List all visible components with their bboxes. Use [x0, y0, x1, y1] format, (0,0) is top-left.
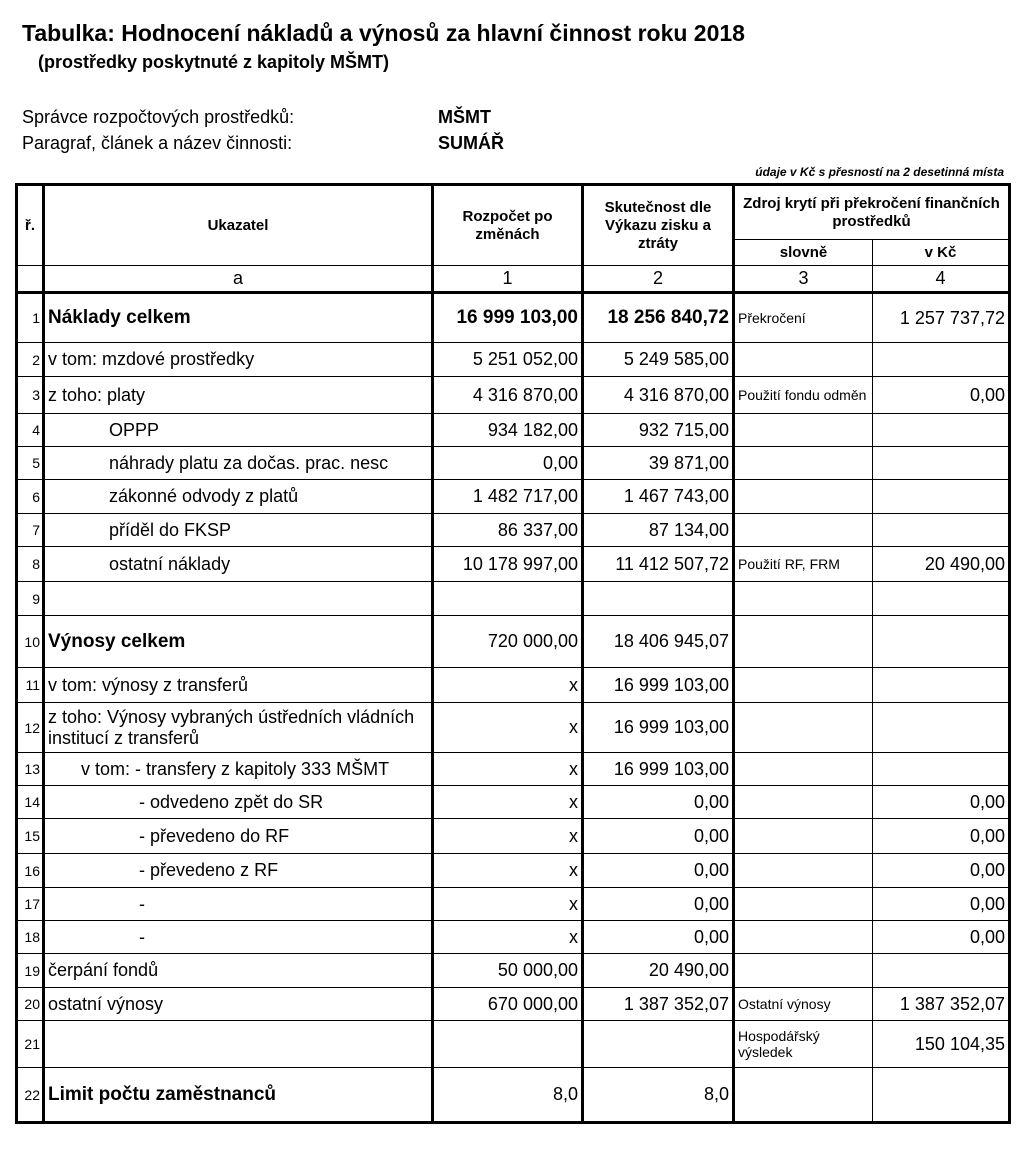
row-actual [583, 582, 734, 616]
row-source-amount [873, 514, 1010, 547]
row-source-text [734, 819, 873, 854]
row-number: 7 [17, 514, 44, 547]
row-actual: 16 999 103,00 [583, 753, 734, 786]
table-row [17, 616, 1010, 668]
column-index-1: 1 [433, 266, 583, 293]
row-actual: 1 387 352,07 [583, 988, 734, 1021]
row-label: v tom: - transfery z kapitoly 333 MŠMT [44, 753, 433, 786]
row-source-text [734, 447, 873, 480]
row-actual: 8,0 [583, 1068, 734, 1123]
row-label: náhrady platu za dočas. prac. nesc [44, 447, 433, 480]
row-source-amount: 0,00 [873, 819, 1010, 854]
row-source-text [734, 668, 873, 703]
row-source-amount [873, 447, 1010, 480]
row-source-text [734, 582, 873, 616]
row-actual: 4 316 870,00 [583, 377, 734, 414]
row-source-amount: 0,00 [873, 888, 1010, 921]
row-budget: x [433, 703, 583, 753]
row-budget: x [433, 819, 583, 854]
row-budget: 10 178 997,00 [433, 547, 583, 582]
row-label: zákonné odvody z platů [44, 480, 433, 514]
row-source-amount: 1 257 737,72 [873, 293, 1010, 343]
row-actual: 16 999 103,00 [583, 703, 734, 753]
header-rozpocet: Rozpočet po změnách [433, 185, 583, 266]
row-actual [583, 1021, 734, 1068]
row-number: 10 [17, 616, 44, 668]
row-number: 5 [17, 447, 44, 480]
row-number: 9 [17, 582, 44, 616]
page-title: Tabulka: Hodnocení nákladů a výnosů za hlavní činnost roku 2018 [22, 20, 745, 46]
row-label: z toho: Výnosy vybraných ústředních vládních institucí z transferů [44, 703, 433, 753]
table-row [17, 293, 1010, 343]
row-label: - odvedeno zpět do SR [44, 786, 433, 819]
header-skutecnost: Skutečnost dle Výkazu zisku a ztráty [583, 185, 734, 266]
row-budget: 934 182,00 [433, 414, 583, 447]
row-actual: 0,00 [583, 786, 734, 819]
row-budget: x [433, 854, 583, 888]
row-actual: 16 999 103,00 [583, 668, 734, 703]
row-source-text [734, 954, 873, 988]
row-budget: 0,00 [433, 447, 583, 480]
row-source-text [734, 703, 873, 753]
row-label: Výnosy celkem [44, 616, 433, 668]
row-label: Náklady celkem [44, 293, 433, 343]
row-number: 15 [17, 819, 44, 854]
table-row [17, 447, 1010, 480]
row-budget: 5 251 052,00 [433, 343, 583, 377]
row-source-text: Překročení [734, 293, 873, 343]
row-label: v tom: mzdové prostředky [44, 343, 433, 377]
row-number: 2 [17, 343, 44, 377]
row-budget [433, 1021, 583, 1068]
row-source-text [734, 786, 873, 819]
row-source-amount: 150 104,35 [873, 1021, 1010, 1068]
row-label [44, 582, 433, 616]
row-label: ostatní výnosy [44, 988, 433, 1021]
row-budget: 720 000,00 [433, 616, 583, 668]
row-number: 13 [17, 753, 44, 786]
row-budget: 4 316 870,00 [433, 377, 583, 414]
header-v-kc: v Kč [873, 240, 1010, 266]
row-label: - [44, 921, 433, 954]
table-row [17, 954, 1010, 988]
row-label: příděl do FKSP [44, 514, 433, 547]
row-budget: 8,0 [433, 1068, 583, 1123]
table-row [17, 514, 1010, 547]
row-source-amount [873, 1068, 1010, 1123]
row-budget: x [433, 921, 583, 954]
meta-label-paragraf: Paragraf, článek a název činnosti: [22, 133, 293, 153]
row-source-text: Použití RF, FRM [734, 547, 873, 582]
row-number: 22 [17, 1068, 44, 1123]
row-source-amount [873, 668, 1010, 703]
row-source-text [734, 921, 873, 954]
row-actual: 0,00 [583, 888, 734, 921]
row-actual: 0,00 [583, 921, 734, 954]
row-source-amount [873, 480, 1010, 514]
row-number: 8 [17, 547, 44, 582]
row-budget [433, 582, 583, 616]
row-source-amount: 1 387 352,07 [873, 988, 1010, 1021]
row-number: 6 [17, 480, 44, 514]
row-actual: 18 406 945,07 [583, 616, 734, 668]
row-budget: x [433, 786, 583, 819]
row-budget: 86 337,00 [433, 514, 583, 547]
row-source-amount [873, 753, 1010, 786]
row-source-amount: 0,00 [873, 377, 1010, 414]
row-budget: 50 000,00 [433, 954, 583, 988]
row-budget: x [433, 753, 583, 786]
row-budget: x [433, 888, 583, 921]
table-row [17, 854, 1010, 888]
row-label: v tom: výnosy z transferů [44, 668, 433, 703]
row-number: 21 [17, 1021, 44, 1068]
row-actual: 0,00 [583, 819, 734, 854]
row-label: - převedeno z RF [44, 854, 433, 888]
column-index-a: a [44, 266, 433, 293]
header-row-number: ř. [17, 185, 44, 266]
column-index-2: 2 [583, 266, 734, 293]
row-source-text [734, 753, 873, 786]
row-label: čerpání fondů [44, 954, 433, 988]
row-source-amount [873, 703, 1010, 753]
row-label: z toho: platy [44, 377, 433, 414]
row-label: Limit počtu zaměstnanců [44, 1068, 433, 1123]
row-number: 20 [17, 988, 44, 1021]
row-source-amount: 0,00 [873, 786, 1010, 819]
table-row [17, 668, 1010, 703]
row-source-amount: 20 490,00 [873, 547, 1010, 582]
table-row [17, 703, 1010, 753]
units-note: údaje v Kč s přesností na 2 desetinná místa [755, 165, 1004, 179]
row-number: 18 [17, 921, 44, 954]
row-actual: 20 490,00 [583, 954, 734, 988]
row-source-amount [873, 582, 1010, 616]
row-source-amount [873, 616, 1010, 668]
row-actual: 0,00 [583, 854, 734, 888]
header-zdroj-kryti: Zdroj krytí při překročení finančních prostředků [734, 185, 1010, 240]
row-source-amount [873, 414, 1010, 447]
table-row [17, 888, 1010, 921]
row-source-text [734, 888, 873, 921]
row-actual: 932 715,00 [583, 414, 734, 447]
row-budget: 670 000,00 [433, 988, 583, 1021]
row-actual: 5 249 585,00 [583, 343, 734, 377]
row-budget: x [433, 668, 583, 703]
row-source-amount: 0,00 [873, 854, 1010, 888]
table-row [17, 786, 1010, 819]
table-row [17, 377, 1010, 414]
cost-revenue-table [15, 183, 1011, 1124]
row-number: 4 [17, 414, 44, 447]
table-row [17, 343, 1010, 377]
row-source-text [734, 343, 873, 377]
row-number: 19 [17, 954, 44, 988]
row-source-amount [873, 954, 1010, 988]
row-label: ostatní náklady [44, 547, 433, 582]
row-number: 11 [17, 668, 44, 703]
row-label: OPPP [44, 414, 433, 447]
row-source-text [734, 854, 873, 888]
row-actual: 18 256 840,72 [583, 293, 734, 343]
row-number: 14 [17, 786, 44, 819]
header-ukazatel: Ukazatel [44, 185, 433, 266]
row-number: 12 [17, 703, 44, 753]
row-source-amount [873, 343, 1010, 377]
meta-value-paragraf: SUMÁŘ [438, 133, 504, 153]
table-row [17, 547, 1010, 582]
header-slovne: slovně [734, 240, 873, 266]
row-source-text: Použití fondu odměn [734, 377, 873, 414]
meta-value-spravce: MŠMT [438, 107, 491, 127]
row-budget: 1 482 717,00 [433, 480, 583, 514]
table-row [17, 414, 1010, 447]
row-number: 16 [17, 854, 44, 888]
row-source-text [734, 514, 873, 547]
column-index-4: 4 [873, 266, 1010, 293]
row-actual: 87 134,00 [583, 514, 734, 547]
row-source-text [734, 1068, 873, 1123]
row-actual: 11 412 507,72 [583, 547, 734, 582]
table-row [17, 988, 1010, 1021]
row-source-text [734, 616, 873, 668]
row-number: 3 [17, 377, 44, 414]
row-actual: 39 871,00 [583, 447, 734, 480]
row-source-amount: 0,00 [873, 921, 1010, 954]
page-subtitle: (prostředky poskytnuté z kapitoly MŠMT) [38, 52, 390, 72]
row-label: - [44, 888, 433, 921]
table-row [17, 819, 1010, 854]
row-source-text: Hospodářský výsledek [734, 1021, 873, 1068]
table-row [17, 1068, 1010, 1123]
row-budget: 16 999 103,00 [433, 293, 583, 343]
row-number: 1 [17, 293, 44, 343]
row-source-text: Ostatní výnosy [734, 988, 873, 1021]
table-row [17, 582, 1010, 616]
table-row [17, 480, 1010, 514]
table-row [17, 921, 1010, 954]
row-source-text [734, 414, 873, 447]
meta-label-spravce: Správce rozpočtových prostředků: [22, 107, 295, 127]
table-row [17, 753, 1010, 786]
column-index-3: 3 [734, 266, 873, 293]
row-label [44, 1021, 433, 1068]
row-source-text [734, 480, 873, 514]
table-row [17, 1021, 1010, 1068]
row-actual: 1 467 743,00 [583, 480, 734, 514]
row-label: - převedeno do RF [44, 819, 433, 854]
row-number: 17 [17, 888, 44, 921]
